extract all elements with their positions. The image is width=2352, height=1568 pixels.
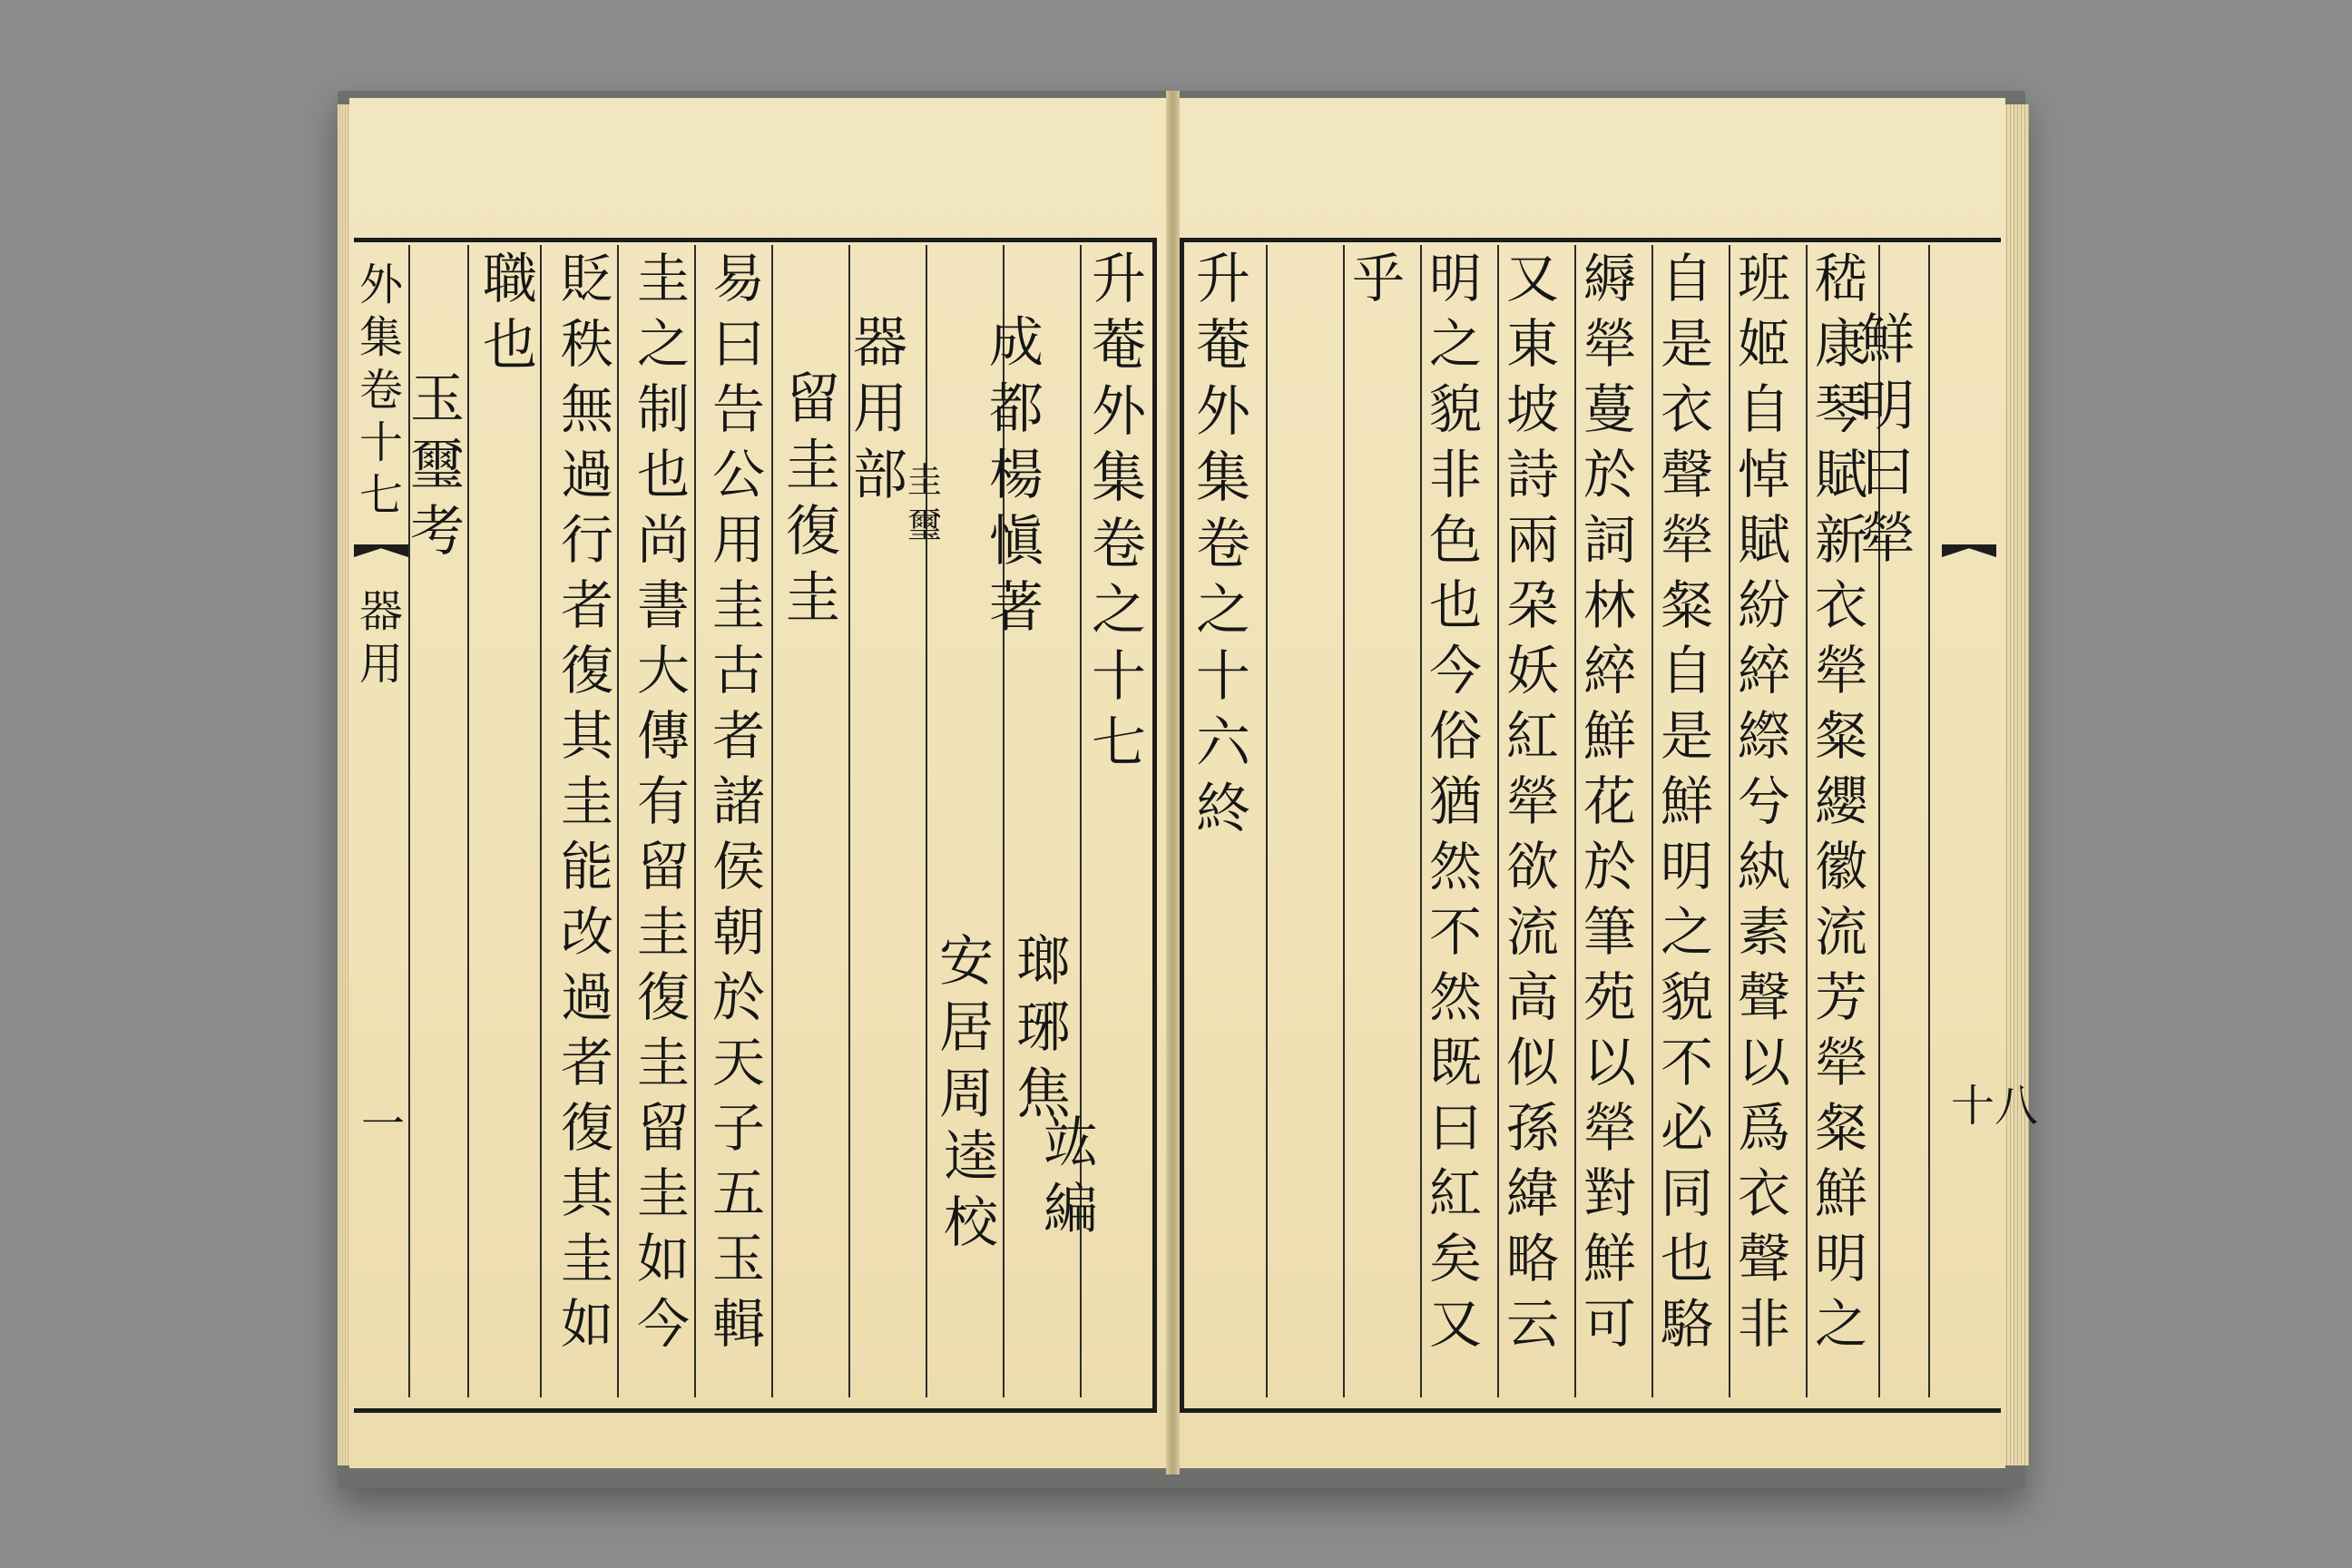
body-column: 乎 — [1352, 248, 1406, 309]
editor-column: 瑯 琊 焦 — [1016, 930, 1071, 1126]
book-gutter — [1166, 91, 1180, 1475]
body-column: 易 曰 告 公 用 圭 古 者 諸 侯 朝 於 天 子 五 玉 輯 — [712, 248, 766, 1355]
body-column: 嵇 康 琴 賦 新 衣 犖 粲 纓 徽 流 芳 犖 粲 鮮 明 之 — [1815, 248, 1868, 1355]
column-rule — [771, 245, 773, 1397]
entry-heading-column: 留 圭 復 圭 — [786, 368, 840, 630]
column-rule — [1497, 245, 1499, 1397]
column-rule — [1266, 245, 1268, 1397]
end-title-column: 升 菴 外 集 卷 之 十 六 終 — [1196, 248, 1250, 841]
left-page-edges — [338, 104, 350, 1465]
category-column: 器 用 部 — [853, 311, 907, 507]
left-page-number: 一 — [361, 1099, 406, 1150]
body-column: 縟 犖 蔓 於 詞 林 綷 鮮 花 於 筆 苑 以 犖 對 鮮 可 — [1583, 248, 1637, 1355]
body-column: 貶 秩 無 過 行 者 復 其 圭 能 改 過 者 復 其 圭 如 — [561, 248, 614, 1355]
column-rule — [848, 245, 850, 1397]
right-page-number: 十八 — [1951, 1081, 2039, 1132]
column-rule — [540, 245, 542, 1397]
column-rule — [694, 245, 696, 1397]
column-rule — [1420, 245, 1422, 1397]
proofreader-column: 安 居 周 — [939, 930, 994, 1126]
editor-column-bottom: 竑 編 — [1044, 1112, 1098, 1241]
column-rule — [1574, 245, 1576, 1397]
left-spine-section: 器 用 — [359, 586, 404, 690]
body-column: 自 是 衣 聲 犖 粲 自 是 鮮 明 之 貌 不 必 同 也 駱 — [1661, 248, 1714, 1355]
body-column: 圭 之 制 也 尚 書 大 傳 有 留 圭 復 圭 留 圭 如 今 — [637, 248, 691, 1355]
body-column: 明 之 貌 非 色 也 今 俗 猶 然 不 然 既 曰 紅 矣 又 — [1429, 248, 1483, 1355]
right-page-edges — [2004, 104, 2029, 1465]
column-rule — [1806, 245, 1808, 1397]
category-note: 圭 璽 — [907, 460, 943, 545]
right-spine-rule — [1928, 245, 1930, 1397]
entry-heading-column: 鮮 明 曰 犖 — [1860, 309, 1915, 571]
author-column: 成 都 楊 愼 著 — [989, 311, 1044, 640]
next-heading-column: 玉 璽 考 — [410, 368, 465, 564]
column-rule — [1729, 245, 1730, 1397]
proofreader-column-bottom: 逵 校 — [944, 1125, 998, 1255]
column-rule — [1343, 245, 1345, 1397]
body-column: 又 東 坡 詩 兩 朶 妖 紅 犖 欲 流 高 似 孫 緯 略 云 — [1506, 248, 1560, 1355]
body-column: 職 也 — [483, 248, 537, 377]
column-rule — [467, 245, 469, 1397]
body-column: 班 姬 自 悼 賦 紛 綷 縩 兮 紈 素 聲 以 爲 衣 聲 非 — [1738, 248, 1791, 1355]
left-spine-title: 外 集 卷 十 七 — [359, 260, 404, 521]
column-rule — [926, 245, 927, 1397]
book-title-column: 升 菴 外 集 卷 之 十 七 — [1092, 248, 1146, 775]
column-rule — [617, 245, 619, 1397]
column-rule — [1651, 245, 1653, 1397]
